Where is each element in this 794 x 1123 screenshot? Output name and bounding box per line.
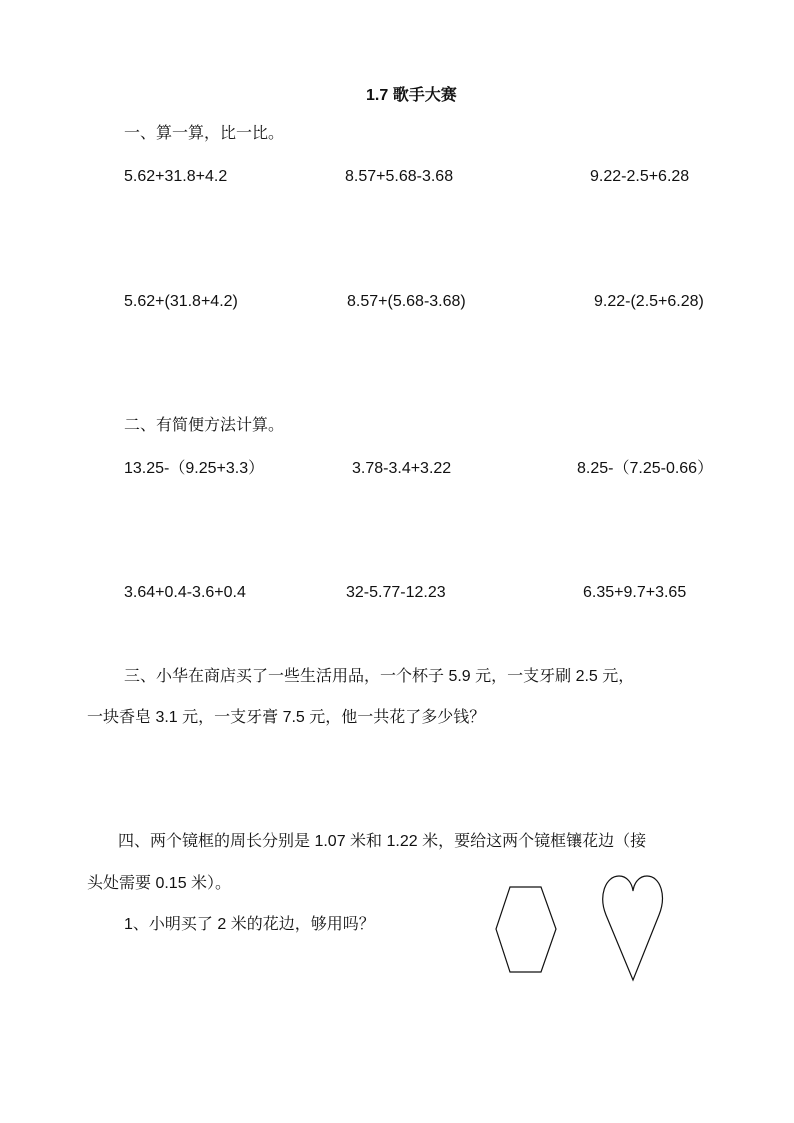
heart-frame-shape	[602, 873, 664, 985]
section1-expr-r1-c2: 8.57+5.68-3.68	[345, 168, 454, 185]
section2-expr-r1-c1: 13.25-（9.25+3.3）	[124, 460, 265, 477]
section4-line2: 头处需要 0.15 米）。	[87, 875, 232, 892]
section3-line1: 三、小华在商店买了一些生活用品，一个杯子 5.9 元，一支牙刷 2.5 元，	[124, 668, 635, 685]
hexagon-frame-shape	[494, 886, 560, 974]
section4-question1: 1、小明买了 2 米的花边，够用吗？	[124, 916, 375, 933]
section1-heading: 一、算一算，比一比。	[124, 125, 285, 142]
section2-expr-r2-c1: 3.64+0.4-3.6+0.4	[124, 584, 246, 601]
section1-expr-r1-c3: 9.22-2.5+6.28	[590, 168, 690, 185]
section3-line2: 一块香皂 3.1 元，一支牙膏 7.5 元，他一共花了多少钱？	[87, 709, 486, 726]
page-title: 1.7 歌手大赛	[366, 87, 457, 104]
section4-line1: 四、两个镜框的周长分别是 1.07 米和 1.22 米，要给这两个镜框镶花边（接	[118, 833, 647, 850]
section1-expr-r1-c1: 5.62+31.8+4.2	[124, 168, 228, 185]
section1-expr-r2-c3: 9.22-(2.5+6.28)	[594, 293, 704, 310]
section2-heading: 二、有简便方法计算。	[124, 417, 285, 434]
section1-expr-r2-c1: 5.62+(31.8+4.2)	[124, 293, 238, 310]
section2-expr-r2-c3: 6.35+9.7+3.65	[583, 584, 687, 601]
section2-expr-r2-c2: 32-5.77-12.23	[346, 584, 446, 601]
section1-expr-r2-c2: 8.57+(5.68-3.68)	[347, 293, 466, 310]
section2-expr-r1-c2: 3.78-3.4+3.22	[352, 460, 452, 477]
section2-expr-r1-c3: 8.25-（7.25-0.66）	[577, 460, 714, 477]
